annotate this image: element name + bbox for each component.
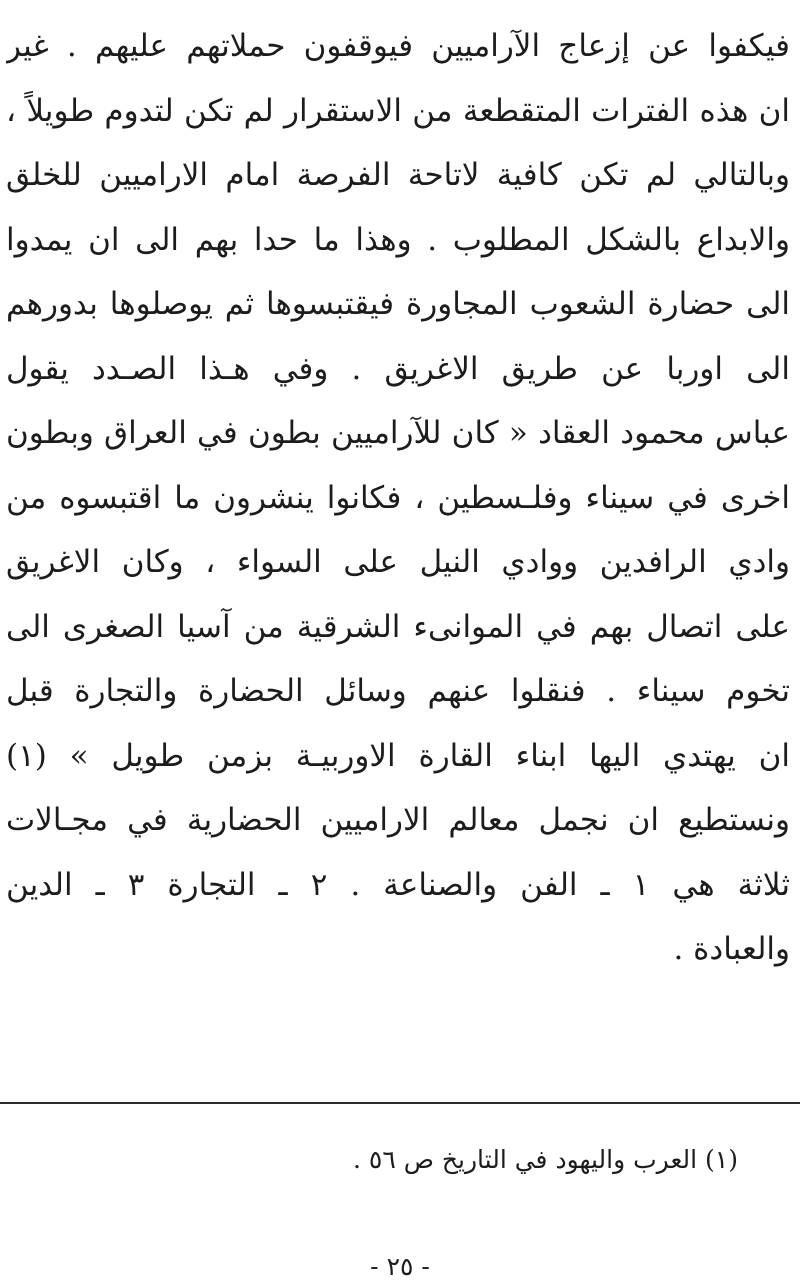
text-line: والابداع بالشكل المطلوب . وهذا ما حدا بهم الى ان يمدوا <box>6 221 790 258</box>
text-line: وبالتالي لم تكن كافية لاتاحة الفرصة امام الاراميين للخلق <box>6 157 790 193</box>
text-line: ان يهتدي اليها ابناء القارة الاوربيـة بزمن طويل » (١) <box>6 737 790 774</box>
text-line: عباس محمود العقاد « كان للآراميين بطون في العراق وبطون <box>6 415 790 451</box>
text-line: الى حضارة الشعوب المجاورة فيقتبسوها ثم يوصلوها بدورهم <box>6 286 790 322</box>
text-line: والعبادة . <box>673 931 790 967</box>
text-line: فيكفوا عن إزعاج الآراميين فيوقفون حملاتهم عليهم . غير <box>6 28 790 64</box>
text-line: الى اوربا عن طريق الاغريق . وفي هـذا الصـدد يقول <box>6 350 790 387</box>
text-line: وادي الرافدين ووادي النيل على السواء ، وكان الاغريق <box>6 544 790 580</box>
text-line: ان هذه الفترات المتقطعة من الاستقرار لم تكن لتدوم طويلاً ، <box>6 92 790 129</box>
footnote: (١) العرب واليهود في التاريخ ص ٥٦ . <box>352 1145 738 1174</box>
text-line: ونستطيع ان نجمل معالم الاراميين الحضارية في مجـالات <box>6 802 790 838</box>
text-line: تخوم سيناء . فنقلوا عنهم وسائل الحضارة والتجارة قبل <box>6 673 790 709</box>
text-line: ثلاثة هي ١ ـ الفن والصناعة . ٢ ـ التجارة ٣ ـ الدين <box>6 866 790 903</box>
body-paragraph <box>6 14 790 982</box>
page-number: - ٢٥ - <box>370 1252 430 1281</box>
footnote-divider <box>0 1102 800 1104</box>
text-line: على اتصال بهم في الموانىء الشرقية من آسيا الصغرى الى <box>6 608 790 645</box>
text-line: اخرى في سيناء وفلـسطين ، فكانوا ينشرون ما اقتبسوه من <box>6 479 790 516</box>
